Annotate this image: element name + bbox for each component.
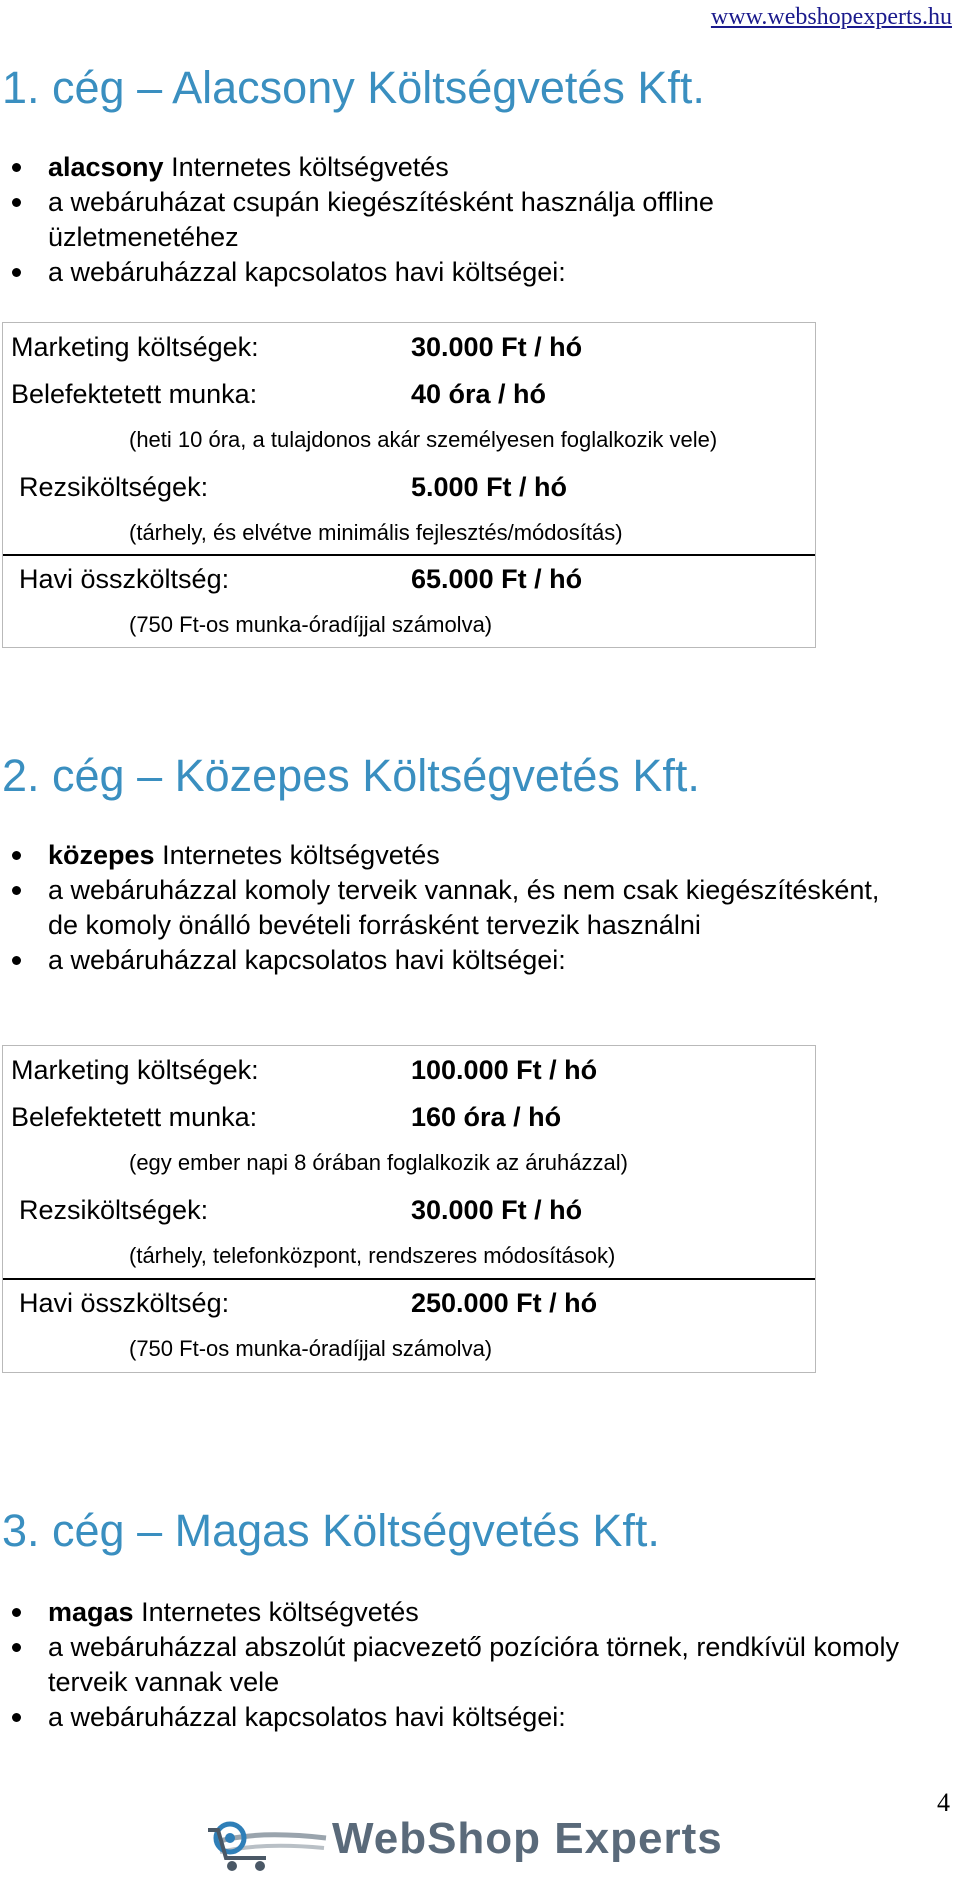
bullet-text: a webáruházat csupán kiegészítésként használja offline üzletmenetéhez	[48, 187, 714, 252]
overhead-value: 30.000 Ft / hó	[411, 1195, 583, 1225]
section-3-bullets	[12, 1595, 912, 1735]
logo-wordmark: WebShop Experts	[332, 1814, 723, 1863]
list-item	[12, 255, 912, 290]
page-number: 4	[937, 1788, 950, 1817]
bullet-text: Internetes költségvetés	[133, 1597, 419, 1627]
total-note: (750 Ft-os munka-óradíjjal számolva)	[129, 1336, 493, 1361]
section-2-title: 2. cég – Közepes Költségvetés Kft.	[2, 750, 700, 801]
section-3-title: 3. cég – Magas Költségvetés Kft.	[2, 1505, 660, 1556]
bullet-text: a webáruházzal komoly terveik vannak, és nem csak kiegészítésként, de komoly önálló bevételi forrásként tervezik használni	[48, 875, 880, 940]
bullet-bold: magas	[48, 1597, 134, 1627]
section-2-cost-table	[2, 1045, 816, 1373]
section-1-bullets	[12, 150, 912, 290]
marketing-value: 100.000 Ft / hó	[411, 1055, 598, 1085]
list-item	[12, 1700, 912, 1735]
section-1-cost-table	[2, 322, 816, 648]
list-item	[12, 185, 808, 255]
bullet-text: a webáruházzal kapcsolatos havi költségei:	[48, 945, 566, 975]
bullet-text: Internetes költségvetés	[154, 840, 440, 870]
list-item	[12, 150, 912, 185]
total-value: 250.000 Ft / hó	[411, 1288, 598, 1318]
webshop-experts-logo	[196, 1812, 723, 1874]
overhead-note: (tárhely, és elvétve minimális fejlesztés/módosítás)	[129, 520, 623, 545]
website-url[interactable]: www.webshopexperts.hu	[710, 4, 952, 30]
marketing-value: 30.000 Ft / hó	[411, 332, 583, 362]
bullet-bold: alacsony	[48, 152, 164, 182]
marketing-label: Marketing költségek:	[11, 1055, 259, 1085]
section-2-bullets	[12, 838, 912, 978]
total-label: Havi összköltség:	[19, 1288, 230, 1318]
shopping-cart-icon	[196, 1812, 336, 1874]
list-item	[12, 943, 912, 978]
total-label: Havi összköltség:	[19, 564, 230, 594]
overhead-label: Rezsiköltségek:	[19, 1195, 209, 1225]
work-label: Belefektetett munka:	[11, 379, 258, 409]
total-divider	[3, 554, 815, 556]
list-item	[12, 873, 908, 943]
bullet-text: a webáruházzal kapcsolatos havi költségei:	[48, 1702, 566, 1732]
overhead-note: (tárhely, telefonközpont, rendszeres módosítások)	[129, 1243, 616, 1268]
bullet-text: Internetes költségvetés	[163, 152, 449, 182]
overhead-label: Rezsiköltségek:	[19, 472, 209, 502]
bullet-text: a webáruházzal abszolút piacvezető pozícióra törnek, rendkívül komoly terveik vannak vele	[48, 1632, 899, 1697]
total-note: (750 Ft-os munka-óradíjjal számolva)	[129, 612, 493, 637]
bullet-text: a webáruházzal kapcsolatos havi költségei:	[48, 257, 566, 287]
section-1-title: 1. cég – Alacsony Költségvetés Kft.	[2, 62, 705, 113]
work-label: Belefektetett munka:	[11, 1102, 258, 1132]
marketing-label: Marketing költségek:	[11, 332, 259, 362]
total-divider	[3, 1278, 815, 1280]
work-note: (heti 10 óra, a tulajdonos akár személyesen foglalkozik vele)	[129, 427, 718, 452]
list-item	[12, 1595, 912, 1630]
work-value: 40 óra / hó	[411, 379, 547, 409]
overhead-value: 5.000 Ft / hó	[411, 472, 568, 502]
work-value: 160 óra / hó	[411, 1102, 562, 1132]
work-note: (egy ember napi 8 órában foglalkozik az áruházzal)	[129, 1150, 628, 1175]
bullet-bold: közepes	[48, 840, 155, 870]
list-item	[12, 838, 912, 873]
list-item	[12, 1630, 908, 1700]
total-value: 65.000 Ft / hó	[411, 564, 583, 594]
